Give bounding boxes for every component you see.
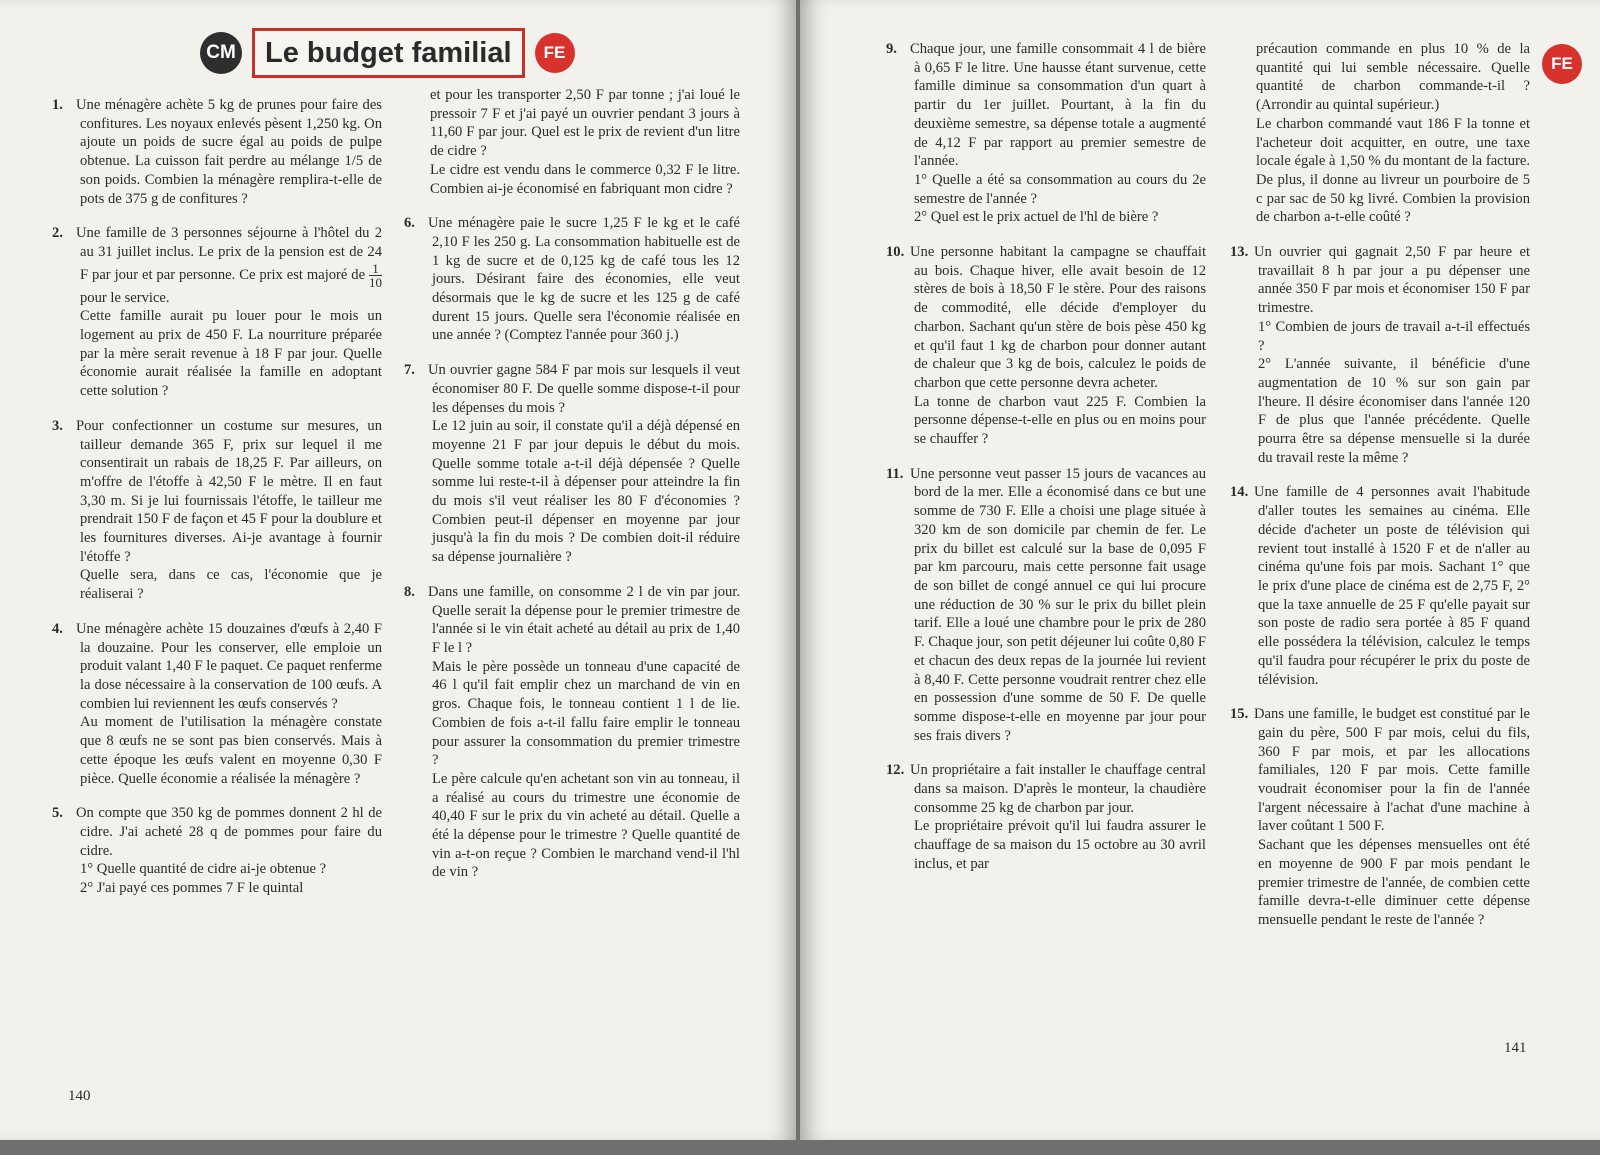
exercise-text: Une famille de 3 personnes séjourne à l'hôtel du 2 au 31 juillet inclus. Le prix de la pension est de 24 F par jour et par personne. Ce prix est majoré de	[76, 225, 382, 283]
exercise-text: La tonne de charbon vaut 225 F. Combien la personne dépense-t-elle en plus ou en moins pour se chauffer ?	[914, 393, 1206, 448]
exercise-14	[1230, 483, 1530, 689]
exercise-text: Mais le père possède un tonneau d'une capacité de 46 l qu'il fait emplir chez un marchand de vin en gros. Chaque fois, le tonneau contient 1 l de lie. Combien de fois a-t-il fallu faire emplir le tonneau pour assurer la consommation du premier trimestre ?	[432, 658, 740, 769]
exercise-number: 7.	[404, 362, 415, 379]
exercise-number: 4.	[52, 620, 63, 637]
left-column-1	[52, 96, 382, 914]
exercise-text: Le charbon commandé vaut 186 F la tonne et l'acheteur doit acquitter, en outre, une taxe locale égale à 1,50 % du montant de la facture. De plus, il donne au livreur un pourboire de 5 c par sac de 50 kg livré. Combien la provision de charbon a-t-elle coûté ?	[1256, 115, 1530, 226]
right-column-1	[886, 40, 1206, 890]
exercise-number: 11.	[886, 465, 904, 482]
exercise-number: 13.	[1230, 244, 1249, 261]
exercise-12	[886, 761, 1206, 873]
exercise-text: Cette famille aurait pu louer pour le mois un logement au prix de 450 F. La nourriture préparée par la mère serait revenue à 18 F par jour. Quelle économie aurait réalisée la famille en adoptant cette solution ?	[80, 308, 382, 400]
exercise-2	[52, 224, 382, 401]
exercise-text: Une ménagère paie le sucre 1,25 F le kg et le café 2,10 F les 250 g. La consommation habituelle est de 1 kg de sucre et de 0,125 kg de café tous les 12 jours. Désirant faire des économies, elle veut désormais que le kg de sucre et les 125 g de café durent 15 jours. Quelle sera l'économie réalisée en une année ? (Comptez l'année pour 360 j.)	[428, 215, 740, 344]
exercise-text: et pour les transporter 2,50 F par tonne ; j'ai loué le pressoir 7 F et j'ai payé un ouvrier pendant 3 jours à 11,60 F par jour. Quel est le prix de revient d'un litre de cidre ?	[430, 87, 740, 160]
exercise-text: Une personne veut passer 15 jours de vacances au bord de la mer. Elle a économisé dans ce but une somme de 730 F. Elle a choisi une plage située à 320 km de son domicile par chemin de fer. Le prix du billet est calculé sur la base de 0,095 F par km parcouru, mais cette personne fait usage de son billet de congé annuel ce qui lui procure une réduction de 30 % sur le prix du billet plein tarif. Elle a loué une chambre pour le prix de 280 F. Chaque jour, son petit déjeuner lui coûte 0,80 F et chacun des deux repas de la journée lui revient à 8,40 F. Cette personne voudrait rentrer chez elle en possession d'une somme de 50 F. De quelle somme dispose-t-elle en moyenne par jour pour ses frais divers ?	[910, 465, 1206, 744]
exercise-text: Une ménagère achète 5 kg de prunes pour faire des confitures. Les noyaux enlevés pèsent 1,250 kg. On ajoute un poids de sucre égal au poids de pulpe obtenue. La cuisson fait perdre au mélange 1/5 de son poids. Combien la ménagère remplira-t-elle de pots de 375 g de confitures ?	[76, 97, 382, 207]
cm-badge: CM	[200, 32, 242, 74]
exercise-12-continued	[1230, 40, 1530, 227]
exercise-text: 1° Quelle quantité de cidre ai-je obtenue ?	[80, 861, 327, 878]
exercise-text: Le propriétaire prévoit qu'il lui faudra assurer le chauffage de sa maison du 15 octobre au 30 avril inclus, et par	[914, 818, 1206, 872]
exercise-3	[52, 417, 382, 604]
exercise-text: Dans une famille, le budget est constitué par le gain du père, 500 F par mois, celui du fils, 360 F par mois, et par les allocations familiales, 120 F par mois. Cette famille voudrait économiser pour la fin de l'année l'argent nécessaire à l'achat d'une machine à laver coûtant 1 500 F.	[1254, 706, 1530, 835]
exercise-text: Un ouvrier qui gagnait 2,50 F par heure et travaillait 8 h par jour a pu dépenser une année 350 F par mois et économiser 150 F par trimestre.	[1254, 244, 1530, 317]
exercise-text: précaution commande en plus 10 % de la quantité qui lui semble nécessaire. Quelle quantité de charbon commande-t-il ? (Arrondir au quintal supérieur.)	[1256, 41, 1530, 114]
page-number-left: 140	[68, 1088, 91, 1104]
exercise-4	[52, 620, 382, 788]
exercise-13	[1230, 243, 1530, 467]
left-column-2	[404, 86, 740, 898]
exercise-text: Une famille de 4 personnes avait l'habitude d'aller toutes les semaines au cinéma. Elle décide d'acheter un poste de télévision qui revient tout installé à 1520 F et de n'aller au cinéma qu'une fois par mois. Sachant 1° que le prix d'une place de cinéma est de 2,75 F, 2° que la taxe annuelle de 25 F qu'elle payait sur son poste de radio sera portée à 85 F quand elle possédera la télévision, calculez le temps qu'il faudra pour récupérer le prix du poste de télévision.	[1254, 484, 1530, 688]
exercise-number: 12.	[886, 762, 905, 779]
exercise-text: Le 12 juin au soir, il constate qu'il a déjà dépensé en moyenne 21 F par jour depuis le début du mois. Quelle somme totale a-t-il déjà dépensée ? Quelle somme lui reste-t-il à dépenser pour atteindre la fin du mois s'il veut réaliser les 80 F d'économies ? Combien peut-il dépenser en moyenne par jour jusqu'à la fin du mois ? De combien doit-il réduire sa dépense journalière ?	[432, 418, 740, 566]
exercise-text: Un propriétaire a fait installer le chauffage central dans sa maison. D'après le monteur, la chaudière consomme 25 kg de charbon par jour.	[910, 762, 1206, 816]
exercise-text: Quelle sera, dans ce cas, l'économie que je réaliserai ?	[80, 567, 382, 603]
chapter-header	[200, 28, 575, 78]
exercise-number: 14.	[1230, 484, 1249, 501]
exercise-number: 1.	[52, 97, 63, 113]
exercise-text: 1° Combien de jours de travail a-t-il effectués ?	[1258, 318, 1530, 354]
page-number-right: 141	[1504, 1040, 1527, 1056]
exercise-text: Le cidre est vendu dans le commerce 0,32 F le litre. Combien ai-je économisé en fabriquant mon cidre ?	[430, 161, 740, 197]
right-column-2	[1230, 40, 1530, 946]
exercise-text: 1° Quelle a été sa consommation au cours du 2e semestre de l'année ?	[914, 171, 1206, 207]
fraction-numerator: 1	[372, 260, 379, 276]
exercise-text: Le père calcule qu'en achetant son vin au tonneau, il a réalisé au cours du trimestre une économie de 40,40 F sur le prix du vin acheté au détail. Quelle a été la dépense pour le trimestre ? Quelle quantité de vin a-t-on reçue ? Combien le marchand vend-il l'hl de vin ?	[432, 770, 740, 881]
title-box	[252, 28, 525, 78]
exercise-number: 5.	[52, 805, 63, 822]
exercise-15	[1230, 705, 1530, 929]
fe-badge: FE	[535, 33, 575, 73]
exercise-number: 3.	[52, 417, 63, 434]
exercise-number: 15.	[1230, 706, 1249, 723]
exercise-text: Une ménagère achète 15 douzaines d'œufs à 2,40 F la douzaine. Pour les conserver, elle emploie un produit valant 1,40 F le paquet. Ce paquet renferme la dose nécessaire à la conservation de 100 œufs. A combien lui reviennent les œufs conservés ?	[76, 620, 382, 712]
exercise-number: 2.	[52, 225, 63, 242]
exercise-text: Pour confectionner un costume sur mesures, un tailleur demande 365 F, prix sur lequel il me consentirait un rabais de 18,25 F. Par ailleurs, on m'offre de l'étoffe à 42,50 F le mètre. Il en faut 3,30 m. Si je lui fournissais l'étoffe, le tailleur me prendrait 150 F de façon et 45 F pour la doublure et les fournitures diverses. Ai-je avantage à fournir l'étoffe ?	[76, 417, 382, 565]
exercise-text: Chaque jour, une famille consommait 4 l de bière à 0,65 F le litre. Une hausse étant survenue, cette famille diminue sa consommation d'un quart à partir du 1er juillet. Pourtant, à la fin du deuxième semestre, sa dépense totale a augmenté de 4,12 F par rapport au premier semestre de l'année.	[910, 41, 1206, 170]
exercise-10	[886, 243, 1206, 449]
exercise-text: pour le service.	[80, 289, 170, 306]
exercise-11	[886, 465, 1206, 746]
exercise-9	[886, 40, 1206, 227]
exercise-text: Dans une famille, on consomme 2 l de vin par jour. Quelle serait la dépense pour le premier trimestre de l'année si le vin était acheté au détail au prix de 1,40 F le l ?	[428, 583, 740, 656]
exercise-6	[404, 214, 740, 345]
exercise-5	[52, 804, 382, 898]
exercise-7	[404, 361, 740, 567]
exercise-number: 10.	[886, 244, 905, 261]
exercise-8	[404, 583, 740, 882]
left-page	[0, 0, 796, 1140]
fraction-denominator: 10	[369, 274, 382, 290]
right-page	[800, 0, 1600, 1140]
exercise-5-continued	[404, 86, 740, 198]
exercise-1	[52, 96, 382, 208]
exercise-text: Au moment de l'utilisation la ménagère constate que 8 œufs ne se sont pas bien conservés. Mais à cette époque les œufs valent en moyenne 0,30 F pièce. Quelle économie a réalisée la ménagère ?	[80, 714, 382, 787]
exercise-text: 2° Quel est le prix actuel de l'hl de bière ?	[914, 209, 1159, 226]
exercise-text: 2° J'ai payé ces pommes 7 F le quintal	[80, 880, 304, 897]
exercise-text: Sachant que les dépenses mensuelles ont été en moyenne de 900 F par mois pendant le premier trimestre de l'année, de combien cette famille devra-t-elle diminuer cette dépense mensuelle pendant le reste de l'année ?	[1258, 837, 1530, 928]
exercise-number: 9.	[886, 41, 897, 57]
exercise-text: Un ouvrier gagne 584 F par mois sur lesquels il veut économiser 80 F. De quelle somme dispose-t-il pour les dépenses du mois ?	[428, 362, 740, 416]
exercise-text: Une personne habitant la campagne se chauffait au bois. Chaque hiver, elle avait besoin de 12 stères de bois à 18,50 F le stère. Pour des raisons de commodité, elle décide d'employer du charbon. Sachant qu'un stère de bois pèse 450 kg et qu'il faut 1 kg de charbon pour donner autant de chaleur que 3 kg de bois, calculez le poids de charbon que cette personne devra acheter.	[910, 244, 1206, 391]
exercise-number: 8.	[404, 583, 415, 600]
exercise-text: 2° L'année suivante, il bénéficie d'une augmentation de 10 % sur son gain par l'heure. Il désire économiser dans l'année 120 F de plus que l'année précédente. Quelle pourra être sa dépense mensuelle si la durée du travail reste la même ?	[1258, 356, 1530, 466]
fraction	[369, 262, 382, 289]
fe-badge-right: FE	[1542, 44, 1582, 84]
exercise-number: 6.	[404, 215, 415, 232]
exercise-text: On compte que 350 kg de pommes donnent 2 hl de cidre. J'ai acheté 28 q de pommes pour faire du cidre.	[76, 805, 382, 859]
chapter-title: Le budget familial	[265, 36, 512, 69]
